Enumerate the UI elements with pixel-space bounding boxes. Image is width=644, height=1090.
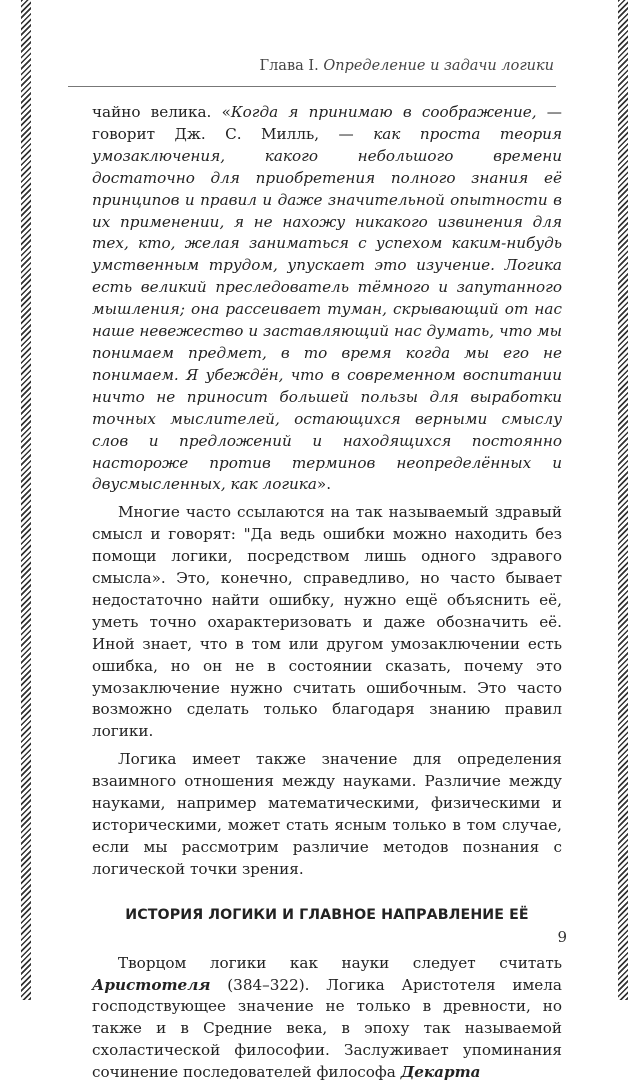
paragraph-history-aristotle	[92, 953, 562, 1084]
text-run: ».	[316, 475, 332, 494]
header-rule	[68, 86, 556, 87]
text-run: (384–322). Логика Аристотеля имела господствующее значение не только в древности, но также и в Средние века, в эпоху так называемой схоластической философии. Заслуживает упоминания сочинение последователей философа	[92, 975, 562, 1082]
running-head	[259, 58, 554, 74]
text-run: Творцом логики как науки следует считать	[118, 953, 562, 972]
paragraph-relation-of-sciences	[92, 749, 562, 880]
running-head-title: Определение и задачи логики	[323, 58, 554, 74]
text-run: Когда я принимаю в соображение,	[230, 103, 537, 121]
page-number: 9	[557, 928, 567, 946]
text-run: Логика имеет также значение для определения взаимного отношения между науками. Различие между науками, например математическими, физическими и историческими, может стать ясным только в том случае, если мы рассмотрим различие методов познания с логической точки зрения.	[92, 750, 562, 878]
text-run: как проста теория умозаключения, какого небольшого времени достаточно для приобретения полного знания её принципов и правил и даже значительной опытности в их применении, я не нахожу никакого извинения для тех, кто, желая заниматься с успехом каким-нибудь умственным трудом, упускает это изучение. Логика есть великий преследователь тёмного и запутанного мышления; она рассеивает туман, скрывающий от нас наше невежество и заставляющий нас думать, что мы понимаем предмет, в то время когда мы его не понимаем. Я убеждён, что в современном воспитании ничто не приносит большей пользы для выработки точных мыслителей, остающихся верными смыслу слов и предложений и находящихся постоянно настороже против терминов неопределённых и двусмысленных, как логика	[92, 124, 562, 494]
text-run: чайно велика. «	[92, 103, 231, 121]
decorative-border-right	[618, 0, 628, 1000]
text-run: — говорит Дж. С. Милль, —	[92, 103, 562, 143]
page-body	[92, 102, 562, 1090]
text-run: Многие часто ссылаются на так называемый здравый смысл и говорят: "Да ведь ошибки можно находить без помощи логики, посредством лишь одного здравого смысла». Это, конечно, справедливо, но часто бывает недостаточно найти ошибку, нужно ещё объяснить её, уметь точно охарактеризовать и даже обозначить её. Иной знает, что в том или другом умозаключении есть ошибка, но он не в состоянии сказать, почему это умозаключение нужно считать ошибочным. Это часто возможно сделать только благодаря знанию правил логики.	[92, 503, 562, 741]
section-heading: ИСТОРИЯ ЛОГИКИ И ГЛАВНОЕ НАПРАВЛЕНИЕ ЕЁ	[125, 906, 529, 923]
text-run: Аристотеля	[92, 975, 211, 994]
paragraph-common-sense	[92, 502, 562, 743]
text-run: Декарта	[400, 1063, 481, 1082]
running-head-chapter: Глава I.	[259, 58, 319, 74]
decorative-border-left	[21, 0, 31, 1000]
paragraph-mill-quote	[92, 102, 562, 496]
